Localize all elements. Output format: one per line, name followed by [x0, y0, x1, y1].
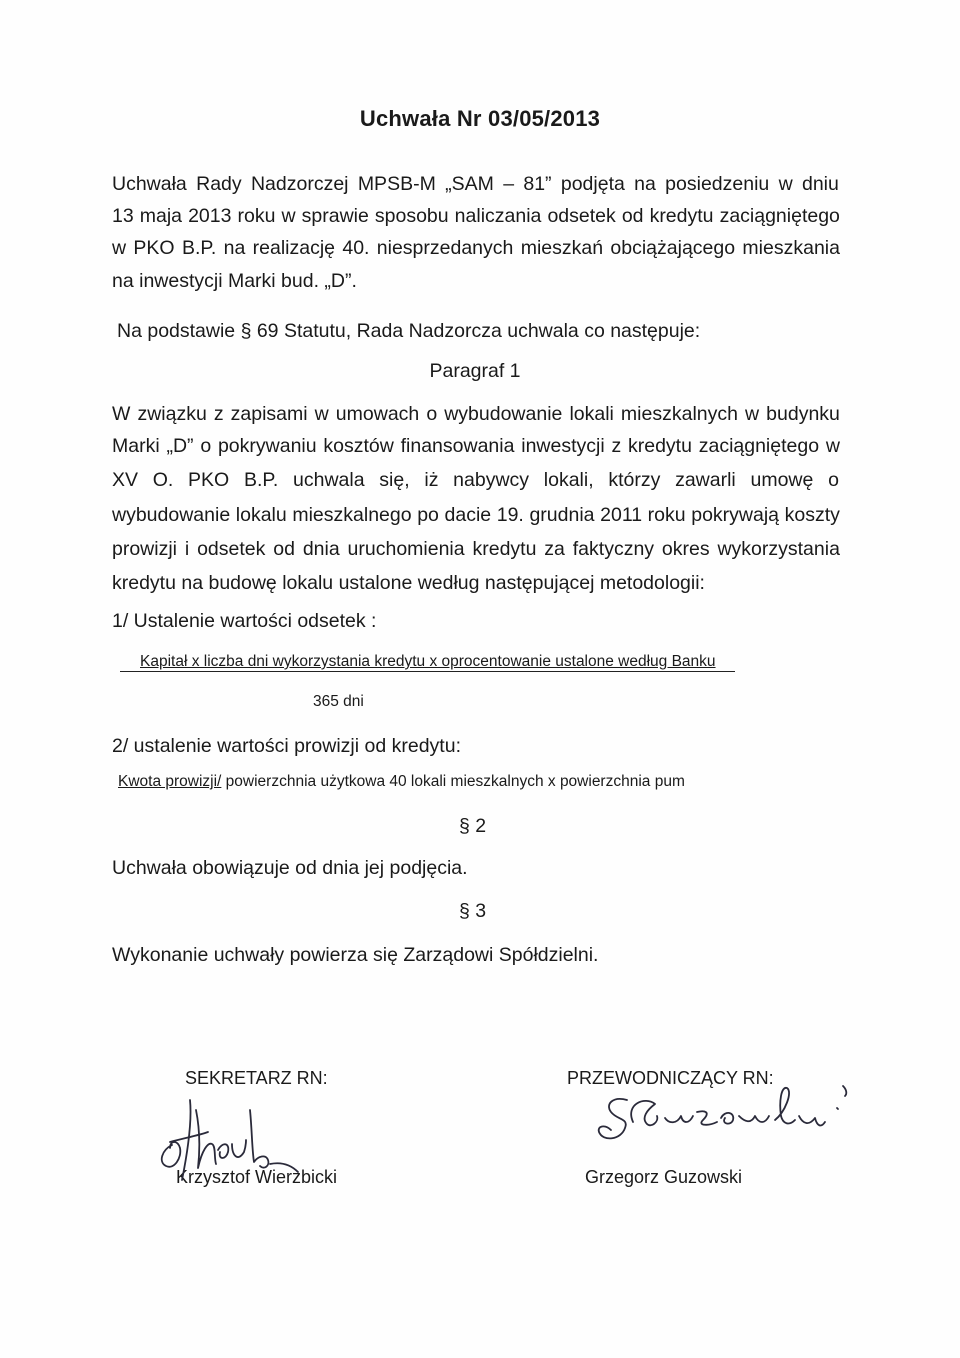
word: Marki	[112, 435, 160, 457]
word: roku	[647, 504, 686, 526]
word: B.P.	[181, 237, 217, 259]
document-title: Uchwała Nr 03/05/2013	[359, 106, 601, 131]
word: grudnia	[529, 504, 595, 526]
word: umowę	[750, 469, 814, 491]
legal-basis: Na podstawie § 69 Statutu, Rada Nadzorcza uchwala co następuje:	[117, 320, 701, 342]
word: kredytu	[472, 538, 537, 560]
word: posiedzeniu	[665, 173, 770, 195]
word: sprawie	[301, 205, 369, 227]
word: Nadzorczej	[250, 173, 349, 195]
word: kredytu	[649, 205, 714, 227]
word: budynku	[766, 403, 840, 425]
word: 19.	[496, 504, 524, 526]
word: na	[634, 173, 656, 195]
word: się,	[379, 469, 410, 491]
section-2-text: Uchwała obowiązuje od dnia jej podjęcia.	[112, 857, 468, 879]
word: lokali	[569, 403, 614, 425]
word: 2011	[600, 504, 643, 526]
word: kosztów	[323, 435, 394, 457]
word: B.P.	[243, 469, 279, 491]
word: wybudowanie	[112, 504, 231, 526]
paragraph-1-heading: Paragraf 1	[429, 360, 521, 382]
word: finansowania	[400, 435, 515, 457]
word: zawarli	[675, 469, 736, 491]
paragraph-1-line-4	[112, 504, 840, 527]
secretary-signature	[140, 1080, 320, 1190]
word: uchwala	[293, 469, 365, 491]
word: PKO	[188, 469, 230, 491]
word: naliczania	[454, 205, 542, 227]
word: okres	[661, 538, 710, 560]
word: od	[273, 538, 295, 560]
paragraph-1-line-5	[112, 538, 840, 561]
word: „D”	[166, 435, 194, 457]
word: umowach	[335, 403, 420, 425]
secretary-name: Krzysztof Wierzbicki	[176, 1167, 338, 1187]
word: o	[200, 435, 212, 457]
word: kredytu	[627, 435, 692, 457]
interest-heading: 1/ Ustalenie wartości odsetek :	[112, 610, 377, 632]
word: nabywcy	[453, 469, 530, 491]
word: na	[223, 237, 246, 259]
word: zaciągniętego	[719, 205, 840, 227]
intro-line-2	[112, 205, 840, 228]
word: odsetek	[547, 205, 616, 227]
word: 40.	[342, 237, 370, 259]
word: w	[825, 435, 840, 457]
word: sposobu	[374, 205, 449, 227]
word: 2013	[188, 205, 232, 227]
word: iż	[424, 469, 439, 491]
word: inwestycji	[521, 435, 605, 457]
word: zapisami	[230, 403, 308, 425]
word: wybudowanie	[444, 403, 563, 425]
word: po	[417, 504, 439, 526]
word: MPSB-M	[357, 173, 436, 195]
word: w	[112, 237, 127, 259]
word: W	[112, 403, 131, 425]
word: o	[426, 403, 438, 425]
word: zaciągniętego	[698, 435, 820, 457]
word: XV	[112, 469, 139, 491]
word: 13	[112, 205, 134, 227]
word: o	[828, 469, 839, 491]
word: roku	[237, 205, 276, 227]
word: obciążającego	[610, 237, 736, 259]
word: Uchwała	[112, 173, 187, 195]
word: Rady	[196, 173, 242, 195]
word: wykorzystania	[717, 538, 840, 560]
secretary-role: SEKRETARZ RN:	[185, 1068, 328, 1088]
word: podjęta	[560, 173, 625, 195]
word: O.	[152, 469, 174, 491]
word: uruchomienia	[347, 538, 465, 560]
word: pokrywaniu	[217, 435, 317, 457]
word: i	[184, 538, 190, 560]
word: maja	[139, 205, 183, 227]
paragraph-1-line-6: kredytu na budowę lokalu ustalone według następującej metodologii:	[112, 572, 705, 594]
word: w	[314, 403, 329, 425]
word: lokali,	[543, 469, 594, 491]
word: z	[213, 403, 224, 425]
word: w	[745, 403, 760, 425]
intro-line-3	[112, 237, 840, 260]
commission-label: Kwota prowizji/	[118, 773, 222, 790]
word: niesprzedanych	[376, 237, 514, 259]
paragraph-1-line-2	[112, 435, 840, 458]
word: od	[621, 205, 644, 227]
word: pokrywają	[691, 504, 780, 526]
word: związku	[137, 403, 207, 425]
word: PKO	[133, 237, 175, 259]
commission-formula-rest: powierzchnia użytkowa 40 lokali mieszkalnych x powierzchnia pum	[221, 773, 685, 790]
intro-line-4: na inwestycji Marki bud. „D”.	[112, 270, 357, 292]
commission-formula	[118, 773, 685, 791]
word: w	[281, 205, 296, 227]
interest-formula-numerator: Kapitał x liczba dni wykorzystania kredytu x oprocentowanie ustalone według Banku	[120, 653, 735, 672]
interest-formula-denominator: 365 dni	[313, 693, 364, 710]
paragraph-1-line-3	[112, 469, 839, 492]
word: 81”	[523, 173, 552, 195]
word: koszty	[784, 504, 840, 526]
word: „SAM	[445, 173, 494, 195]
commission-heading: 2/ ustalenie wartości prowizji od kredytu:	[112, 735, 461, 757]
section-3-text: Wykonanie uchwały powierza się Zarządowi Spółdzielni.	[112, 944, 599, 966]
word: lokalu	[235, 504, 287, 526]
word: za	[544, 538, 565, 560]
section-2-heading: § 2	[459, 815, 487, 837]
word: odsetek	[197, 538, 266, 560]
word: dniu	[801, 173, 839, 195]
chairman-signature	[585, 1082, 875, 1162]
word: mieszkań	[520, 237, 604, 259]
word: prowizji	[112, 538, 178, 560]
word: realizację	[252, 237, 336, 259]
word: –	[503, 173, 515, 195]
word: którzy	[608, 469, 661, 491]
word: mieszkalnych	[620, 403, 738, 425]
word: faktyczny	[572, 538, 655, 560]
paragraph-1-line-1	[112, 403, 840, 426]
word: mieszkania	[742, 237, 840, 259]
chairman-role: PRZEWODNICZĄCY RN:	[567, 1068, 774, 1088]
word: w	[778, 173, 793, 195]
intro-line-1	[112, 173, 839, 196]
word: dnia	[302, 538, 340, 560]
chairman-name: Grzegorz Guzowski	[585, 1167, 743, 1187]
word: z	[611, 435, 622, 457]
word: dacie	[444, 504, 492, 526]
section-3-heading: § 3	[459, 900, 487, 922]
word: mieszkalnego	[292, 504, 412, 526]
